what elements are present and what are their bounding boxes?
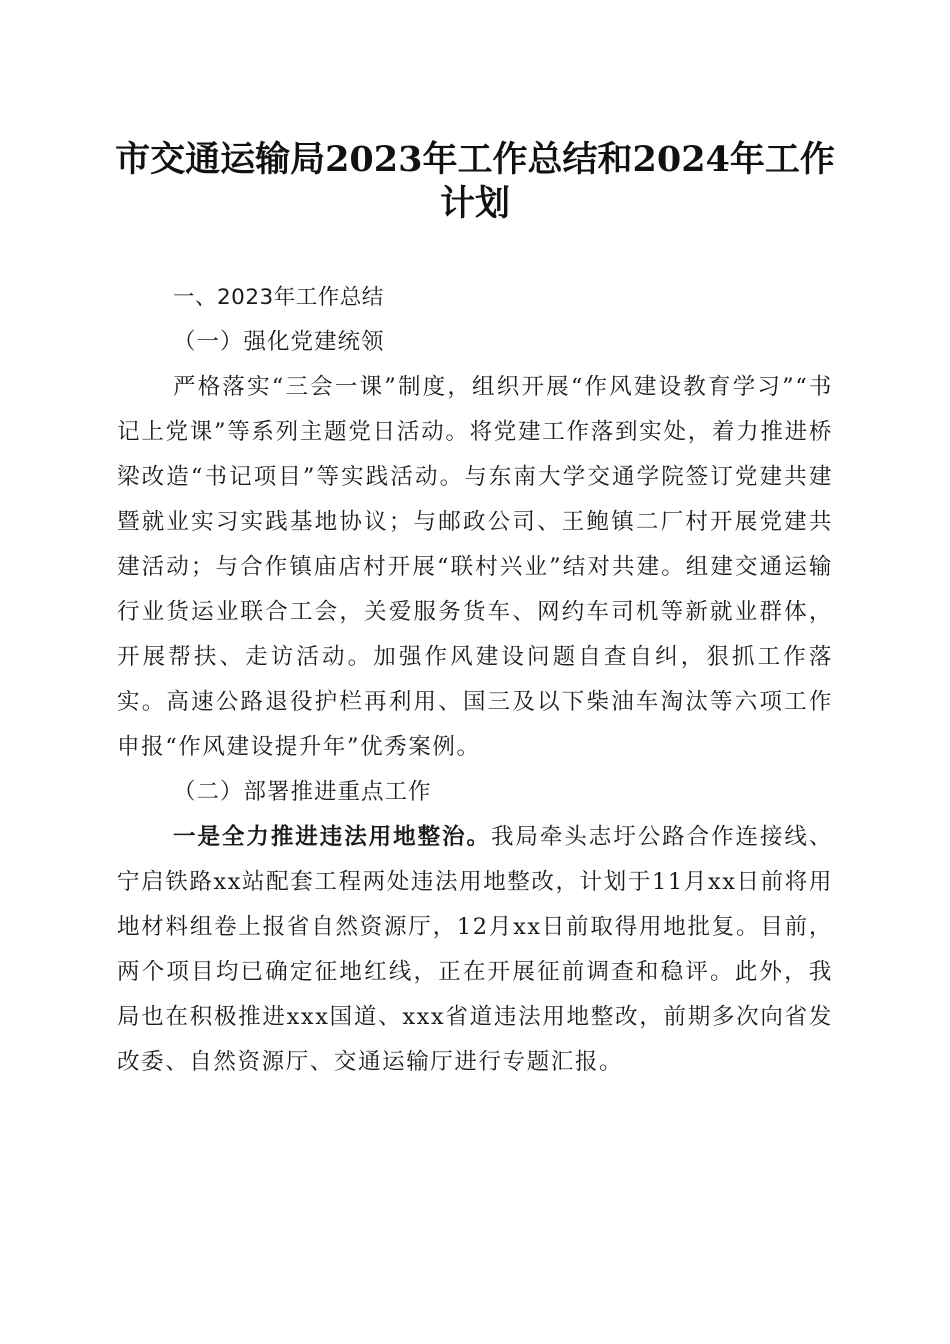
paragraph-body-text: 我局牵头志圩公路合作连接线、宁启铁路xx站配套工程两处违法用地整改，计划于11月xx日前将用地材料组卷上报省自然资源厅，12月xx日前取得用地批复。目前，两个项目均已确定征地红线，正在开展征前调查和稳评。此外，我局也在积极推进xxx国道、xxx省道违法用地整改，前期多次向省发改委、自然资源厅、交通运输厅进行专题汇报。: [117, 824, 833, 1075]
paragraph-lead-phrase: 一是全力推进违法用地整治。: [173, 824, 491, 850]
document-title-line-1: 市交通运输局2023年工作总结和2024年工作: [115, 139, 835, 180]
document-title-line-2: 计划: [439, 183, 510, 224]
subsection-heading-key-work: （二）部署推进重点工作: [173, 779, 432, 805]
paragraph-party-building: 严格落实“三会一课”制度，组织开展“作风建设教育学习”“书记上党课”等系列主题党日活动。将党建工作落到实处，着力推进桥梁改造“书记项目”等实践活动。与东南大学交通学院签订党建共建暨就业实习实践基地协议；与邮政公司、王鲍镇二厂村开展党建共建活动；与合作镇庙店村开展“联村兴业”结对共建。组建交通运输行业货运业联合工会，关爱服务货车、网约车司机等新就业群体，开展帮扶、走访活动。加强作风建设问题自查自纠，狠抓工作落实。高速公路退役护栏再利用、国三及以下柴油车淘汰等六项工作申报“作风建设提升年”优秀案例。: [117, 374, 833, 760]
document-body: [117, 275, 833, 1085]
section-heading-2023-summary: 一、2023年工作总结: [173, 285, 384, 310]
document-title: [100, 138, 850, 226]
subsection-heading-party-building: （一）强化党建统领: [173, 329, 385, 355]
paragraph-land-use-rectification: [117, 815, 833, 1085]
